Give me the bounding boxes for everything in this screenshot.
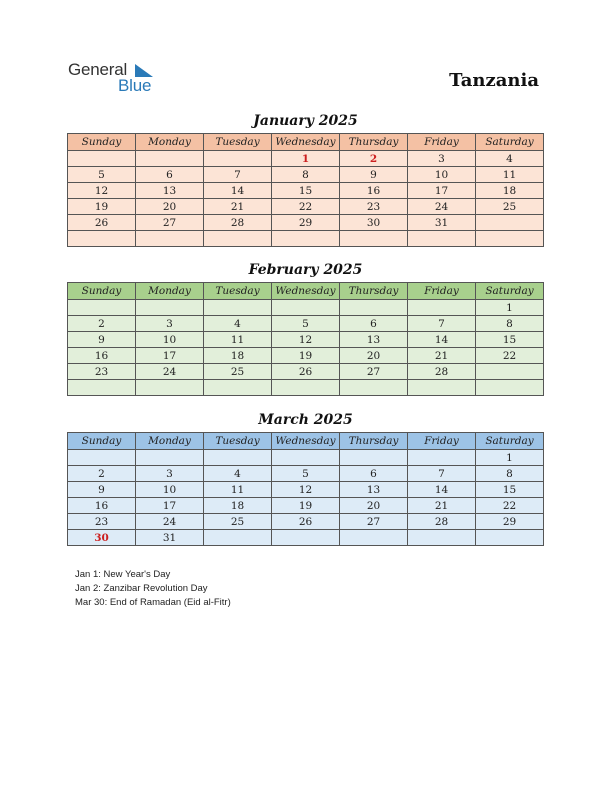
weekday-header-tuesday: Tuesday xyxy=(204,283,272,300)
weekday-header-thursday: Thursday xyxy=(340,134,408,151)
day-cell: 5 xyxy=(68,167,136,183)
weekday-header-friday: Friday xyxy=(408,283,476,300)
day-cell: 26 xyxy=(68,215,136,231)
weekday-header-saturday: Saturday xyxy=(476,433,544,450)
day-cell: 11 xyxy=(476,167,544,183)
day-cell: 12 xyxy=(272,482,340,498)
week-row xyxy=(68,530,544,546)
day-cell: 7 xyxy=(204,167,272,183)
day-cell: 28 xyxy=(408,514,476,530)
day-cell: 15 xyxy=(476,332,544,348)
weekday-header-tuesday: Tuesday xyxy=(204,134,272,151)
week-row xyxy=(68,300,544,316)
empty-day-cell xyxy=(340,380,408,396)
logo-blue-text: Blue xyxy=(118,76,152,95)
weekday-header-friday: Friday xyxy=(408,433,476,450)
weekday-header-thursday: Thursday xyxy=(340,283,408,300)
empty-day-cell xyxy=(272,380,340,396)
day-cell: 24 xyxy=(136,514,204,530)
day-cell: 6 xyxy=(340,466,408,482)
empty-day-cell xyxy=(136,300,204,316)
day-cell: 6 xyxy=(136,167,204,183)
day-cell: 12 xyxy=(272,332,340,348)
empty-day-cell xyxy=(476,231,544,247)
day-cell: 16 xyxy=(68,498,136,514)
empty-day-cell xyxy=(476,215,544,231)
day-cell: 3 xyxy=(136,316,204,332)
day-cell: 7 xyxy=(408,316,476,332)
day-cell: 22 xyxy=(272,199,340,215)
day-cell: 29 xyxy=(476,514,544,530)
empty-day-cell xyxy=(204,300,272,316)
empty-day-cell xyxy=(476,530,544,546)
empty-day-cell xyxy=(272,450,340,466)
day-cell: 14 xyxy=(408,332,476,348)
generalblue-logo xyxy=(68,60,168,96)
day-cell: 21 xyxy=(408,498,476,514)
day-cell: 8 xyxy=(272,167,340,183)
day-cell: 8 xyxy=(476,466,544,482)
empty-day-cell xyxy=(476,364,544,380)
weekday-header-sunday: Sunday xyxy=(68,433,136,450)
empty-day-cell xyxy=(136,450,204,466)
empty-day-cell xyxy=(272,231,340,247)
day-cell: 4 xyxy=(204,466,272,482)
empty-day-cell xyxy=(408,231,476,247)
day-cell: 15 xyxy=(476,482,544,498)
empty-day-cell xyxy=(204,380,272,396)
day-cell: 18 xyxy=(476,183,544,199)
day-cell: 9 xyxy=(68,332,136,348)
empty-day-cell xyxy=(340,231,408,247)
day-cell: 21 xyxy=(204,199,272,215)
week-row xyxy=(68,348,544,364)
day-cell: 3 xyxy=(408,151,476,167)
week-row xyxy=(68,380,544,396)
day-cell: 27 xyxy=(340,364,408,380)
weekday-header-row xyxy=(68,134,544,151)
empty-day-cell xyxy=(408,530,476,546)
holiday-notes xyxy=(75,568,231,610)
holiday-note: Jan 1: New Year's Day xyxy=(75,569,171,580)
week-row xyxy=(68,231,544,247)
empty-day-cell xyxy=(68,450,136,466)
day-cell: 1 xyxy=(272,151,340,167)
weekday-header-wednesday: Wednesday xyxy=(272,134,340,151)
day-cell: 30 xyxy=(68,530,136,546)
empty-day-cell xyxy=(204,530,272,546)
month-title-january: January 2025 xyxy=(253,113,358,129)
weekday-header-row xyxy=(68,283,544,300)
day-cell: 13 xyxy=(340,332,408,348)
day-cell: 18 xyxy=(204,348,272,364)
day-cell: 11 xyxy=(204,482,272,498)
day-cell: 20 xyxy=(340,498,408,514)
empty-day-cell xyxy=(136,231,204,247)
week-row xyxy=(68,199,544,215)
day-cell: 26 xyxy=(272,364,340,380)
day-cell: 14 xyxy=(408,482,476,498)
empty-day-cell xyxy=(204,151,272,167)
week-row xyxy=(68,450,544,466)
weekday-header-sunday: Sunday xyxy=(68,283,136,300)
day-cell: 14 xyxy=(204,183,272,199)
weekday-header-wednesday: Wednesday xyxy=(272,433,340,450)
day-cell: 30 xyxy=(340,215,408,231)
day-cell: 8 xyxy=(476,316,544,332)
day-cell: 4 xyxy=(204,316,272,332)
weekday-header-saturday: Saturday xyxy=(476,283,544,300)
empty-day-cell xyxy=(204,231,272,247)
week-row xyxy=(68,332,544,348)
day-cell: 5 xyxy=(272,316,340,332)
weekday-header-saturday: Saturday xyxy=(476,134,544,151)
week-row xyxy=(68,215,544,231)
day-cell: 13 xyxy=(340,482,408,498)
day-cell: 24 xyxy=(408,199,476,215)
day-cell: 9 xyxy=(68,482,136,498)
day-cell: 19 xyxy=(272,498,340,514)
day-cell: 20 xyxy=(136,199,204,215)
holiday-note: Mar 30: End of Ramadan (Eid al-Fitr) xyxy=(75,597,231,608)
empty-day-cell xyxy=(408,380,476,396)
day-cell: 17 xyxy=(408,183,476,199)
day-cell: 17 xyxy=(136,348,204,364)
empty-day-cell xyxy=(476,380,544,396)
day-cell: 15 xyxy=(272,183,340,199)
day-cell: 31 xyxy=(408,215,476,231)
calendar-january xyxy=(67,133,544,247)
day-cell: 11 xyxy=(204,332,272,348)
day-cell: 27 xyxy=(340,514,408,530)
calendar-february xyxy=(67,282,544,396)
country-title: Tanzania xyxy=(449,70,539,91)
empty-day-cell xyxy=(272,300,340,316)
weekday-header-thursday: Thursday xyxy=(340,433,408,450)
day-cell: 17 xyxy=(136,498,204,514)
empty-day-cell xyxy=(340,530,408,546)
day-cell: 9 xyxy=(340,167,408,183)
day-cell: 25 xyxy=(476,199,544,215)
holiday-note: Jan 2: Zanzibar Revolution Day xyxy=(75,583,208,594)
calendar-march xyxy=(67,432,544,546)
day-cell: 27 xyxy=(136,215,204,231)
weekday-header-monday: Monday xyxy=(136,134,204,151)
empty-day-cell xyxy=(68,380,136,396)
weekday-header-sunday: Sunday xyxy=(68,134,136,151)
weekday-header-monday: Monday xyxy=(136,433,204,450)
day-cell: 4 xyxy=(476,151,544,167)
day-cell: 13 xyxy=(136,183,204,199)
day-cell: 18 xyxy=(204,498,272,514)
empty-day-cell xyxy=(408,300,476,316)
day-cell: 28 xyxy=(408,364,476,380)
week-row xyxy=(68,482,544,498)
weekday-header-wednesday: Wednesday xyxy=(272,283,340,300)
empty-day-cell xyxy=(136,380,204,396)
week-row xyxy=(68,364,544,380)
day-cell: 23 xyxy=(68,364,136,380)
week-row xyxy=(68,498,544,514)
day-cell: 31 xyxy=(136,530,204,546)
day-cell: 23 xyxy=(340,199,408,215)
day-cell: 1 xyxy=(476,450,544,466)
week-row xyxy=(68,514,544,530)
empty-day-cell xyxy=(340,300,408,316)
day-cell: 20 xyxy=(340,348,408,364)
day-cell: 5 xyxy=(272,466,340,482)
day-cell: 6 xyxy=(340,316,408,332)
day-cell: 25 xyxy=(204,514,272,530)
week-row xyxy=(68,151,544,167)
day-cell: 25 xyxy=(204,364,272,380)
week-row xyxy=(68,466,544,482)
empty-day-cell xyxy=(68,300,136,316)
empty-day-cell xyxy=(340,450,408,466)
empty-day-cell xyxy=(272,530,340,546)
day-cell: 10 xyxy=(136,482,204,498)
empty-day-cell xyxy=(204,450,272,466)
empty-day-cell xyxy=(68,231,136,247)
day-cell: 12 xyxy=(68,183,136,199)
weekday-header-tuesday: Tuesday xyxy=(204,433,272,450)
week-row xyxy=(68,167,544,183)
day-cell: 16 xyxy=(68,348,136,364)
day-cell: 10 xyxy=(408,167,476,183)
day-cell: 10 xyxy=(136,332,204,348)
day-cell: 22 xyxy=(476,348,544,364)
weekday-header-friday: Friday xyxy=(408,134,476,151)
day-cell: 19 xyxy=(68,199,136,215)
empty-day-cell xyxy=(68,151,136,167)
day-cell: 26 xyxy=(272,514,340,530)
weekday-header-monday: Monday xyxy=(136,283,204,300)
month-title-march: March 2025 xyxy=(258,412,353,428)
day-cell: 7 xyxy=(408,466,476,482)
day-cell: 19 xyxy=(272,348,340,364)
empty-day-cell xyxy=(408,450,476,466)
day-cell: 1 xyxy=(476,300,544,316)
week-row xyxy=(68,316,544,332)
logo-general-text: General xyxy=(68,60,128,79)
day-cell: 28 xyxy=(204,215,272,231)
day-cell: 2 xyxy=(68,466,136,482)
day-cell: 2 xyxy=(68,316,136,332)
day-cell: 23 xyxy=(68,514,136,530)
day-cell: 22 xyxy=(476,498,544,514)
day-cell: 16 xyxy=(340,183,408,199)
day-cell: 3 xyxy=(136,466,204,482)
day-cell: 2 xyxy=(340,151,408,167)
day-cell: 21 xyxy=(408,348,476,364)
month-title-february: February 2025 xyxy=(248,262,363,278)
weekday-header-row xyxy=(68,433,544,450)
week-row xyxy=(68,183,544,199)
day-cell: 24 xyxy=(136,364,204,380)
empty-day-cell xyxy=(136,151,204,167)
day-cell: 29 xyxy=(272,215,340,231)
